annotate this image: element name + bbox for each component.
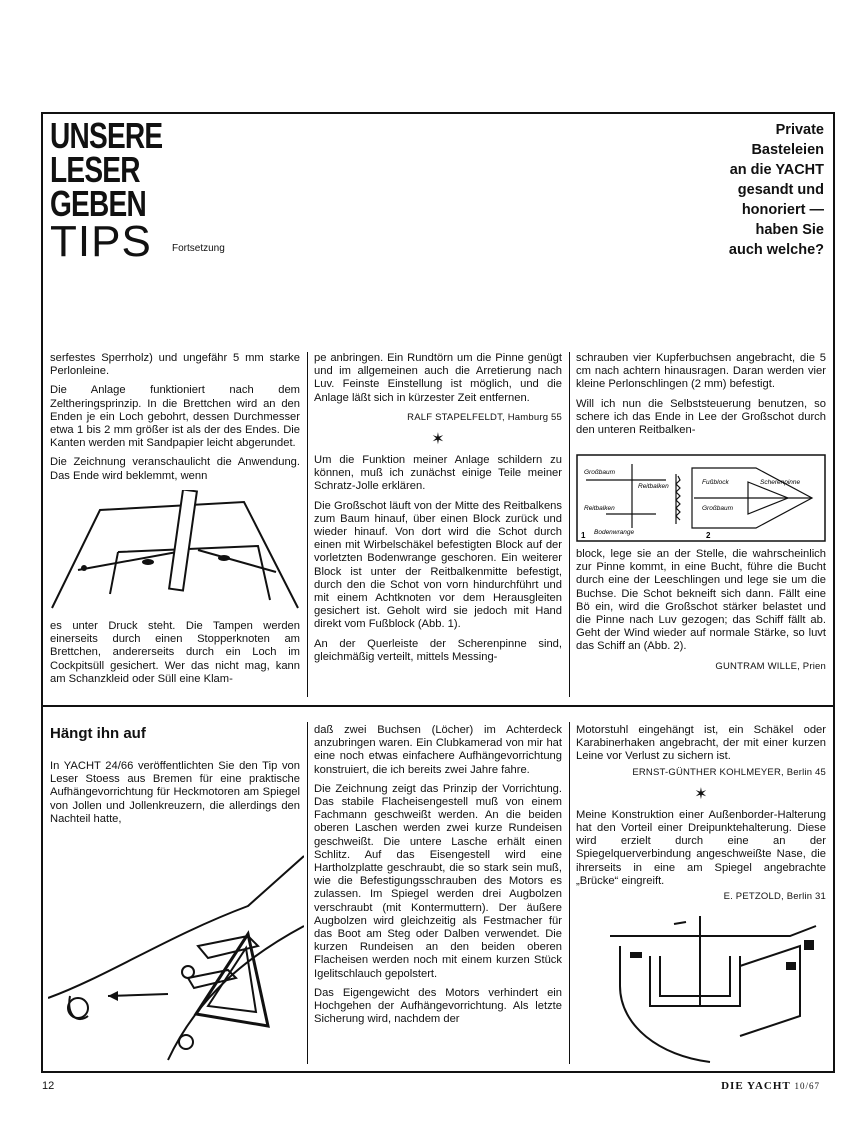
paragraph: es unter Druck steht. Die Tampen werden einerseits durch einen Stopperknoten am Brettchen, andererseits durch ein Loch im Cockpitsüll gesichert. Wer das nicht mag, kann am Schanzkleid oder Süll eine Klam- (50, 620, 300, 685)
diagram-label-fussblock: Fußblock (702, 479, 729, 486)
signature: GUNTRAM WILLE, Prien (715, 660, 826, 672)
paragraph: In YACHT 24/66 veröffentlichten Sie den Tip von Leser Stoess aus Bremen für eine praktische Aufhängevorrichtung für Heckmotoren am Spiegel von Jollen und Jollenkreuzern, die allerdings den Nachteil hatte, (50, 760, 300, 825)
tagline-line: Basteleien (751, 142, 824, 158)
diagram-label-reitbalken: Reitbalken (638, 483, 669, 490)
star-separator: ✶ (431, 431, 445, 449)
paragraph: daß zwei Buchsen (Löcher) im Achterdeck anzubringen waren. Ein Clubkamerad von mir hat eine noch etwas einfachere Aufhängevorrichtung konstruiert, die ich bereits zwei Jahre fahre. (314, 724, 562, 776)
paragraph: Will ich nun die Selbststeuerung benutzen, so schere ich das Ende in Lee der Großschot durch den unteren Reitbalken- (576, 397, 826, 437)
paragraph: serfestes Sperrholz) und ungefähr 5 mm starke Perlonleine. (50, 352, 300, 378)
paragraph: Meine Konstruktion einer Außenborder-Halterung hat den Vorteil einer Dreipunktehalterung. Diese wird erzielt durch eine an der Spiegelquerverbindung angeschweißte Nase, die ihrerseits in eine am Spiegel angebrachte „Brücke“ eingreift. (576, 808, 826, 887)
magazine-name: DIE YACHT (721, 1080, 791, 1092)
signature: RALF STAPELFELDT, Hamburg 55 (407, 411, 562, 423)
bottom-column-1 (50, 760, 300, 832)
column-rule-top-2 (569, 352, 570, 697)
paragraph: Die Großschot läuft von der Mitte des Reitbalkens zum Baum hinauf, über einen Block zurück und wieder hinauf. Von dort wird die Schot durch einen mit Wirbelschäkel befestigten Block auf der vorletzten Bodenwrange geschoren. Ein weiterer Block ist unter der Reitbalkenmitte befestigt, durch den die Schot von vorn hindurchführt und mit einem Achtknoten vor dem Herausgleiten gesichert ist. Geholt wird sie jedoch mit Hand direkt vom Fußblock (Abb. 1). (314, 499, 562, 631)
figure-number-1: 1 (581, 531, 586, 540)
paragraph: Um die Funktion meiner Anlage schildern zu können, muß ich zunächst einige Teile meiner Schratz-Jolle erklären. (314, 454, 562, 493)
tagline-line: Private (775, 122, 824, 138)
star-separator: ✶ (694, 785, 708, 803)
issue-number: 10/67 (794, 1081, 820, 1091)
diagram-label-bodenwrange: Bodenwrange (594, 529, 635, 536)
diagram-label-reitbalken-2: Reitbalken (584, 505, 615, 512)
signature: E. PETZOLD, Berlin 31 (723, 891, 826, 903)
column-rule-bottom-1 (307, 722, 308, 1064)
paragraph: An der Querleiste der Scherenpinne sind, gleichmäßig verteilt, mittels Messing- (314, 637, 562, 663)
paragraph: schrauben vier Kupferbuchsen angebracht, die 5 cm nach achtern hinausragen. Daran werden vier kleine Perlonschlingen (2 mm) befestigt. (576, 352, 826, 391)
title-line-2: LESER (50, 149, 140, 190)
tagline-line: haben Sie (755, 222, 824, 238)
top-column-2 (314, 352, 562, 670)
diagram-label-grossbaum-2: Großbaum (702, 505, 734, 512)
paragraph: Die Zeichnung zeigt das Prinzip der Vorrichtung. Das stabile Flacheisengestell muß von einem Fachmann geschweißt werden. An die beiden oberen Laschen werden zwei kurze Rundeisen geschweißt. Die untere Lasche erhält einen Schlitz. Auf das Eisengestell wird eine Hartholzplatte geschraubt, die so stark sein muß, wie die Befestigungsschrauben des Motors es zulassen. Im Spiegel werden drei Augbolzen verschraubt (mit Kontermuttern). Der äußere Augbolzen wird gleichzeitig als Festmacher für das Boot am Steg oder Dalben verwendet. Die kurzen Rundeisen an den beiden oberen Flacheisen werden noch mit einem kurzen Stück Igelitschlauch gepolstert. (314, 782, 562, 980)
bottom-column-2 (314, 724, 562, 1032)
article-heading: Hängt ihn auf (50, 725, 146, 742)
paragraph: block, lege sie an der Stelle, die wahrscheinlich zur Pinne kommt, in eine Bucht, führe die Bucht durch eine der Leeschlingen und lege sie um die Buchse. Die Schot bekneift sich dann. Fällt eine Bö ein, wird die Großschot stärker belastet und die Pinne nach Luv gezogen; das Schiff fällt ab. Geht der Wind wieder auf normale Stärke, so luvt das Schiff an (Abb. 2). (576, 548, 826, 653)
paragraph: Das Eigengewicht des Motors verhindert ein Hochgehen der Aufhängevorrichtung. Als letzte Sicherung wird, nachdem der (314, 986, 562, 1026)
column-rule-top-1 (307, 352, 308, 697)
title-line-1: UNSERE (50, 115, 163, 156)
motor-bracket-drawing (48, 846, 304, 1064)
paragraph: Die Zeichnung veranschaulicht die Anwendung. Das Ende wird beklemmt, wenn (50, 456, 300, 482)
top-column-3 (576, 352, 826, 443)
top-column-1 (50, 352, 300, 483)
tagline-line: honoriert — (741, 202, 824, 218)
side-tagline (674, 120, 824, 260)
column-rule-bottom-2 (569, 722, 570, 1064)
sheet-diagram (576, 454, 826, 542)
page-number: 12 (42, 1080, 55, 1092)
signature: ERNST-GÜNTHER KOHLMEYER, Berlin 45 (632, 766, 826, 778)
top-column-3-cont (576, 548, 826, 681)
diagram-label-scherenpinne: Scherenpinne (760, 479, 801, 486)
figure-number-2: 2 (706, 531, 711, 540)
section-divider (41, 705, 835, 707)
paragraph: pe anbringen. Ein Rundtörn um die Pinne genügt und im allgemeinen auch die Arretierung nach Luv. Feinste Einstellung ist möglich, und die Anlage läßt sich in kürzester Zeit entfernen. (314, 352, 562, 404)
tagline-line: auch welche? (728, 242, 824, 258)
top-column-1-cont (50, 620, 300, 692)
bottom-rule (41, 1071, 835, 1073)
paragraph: Motorstuhl eingehängt ist, ein Schäkel oder Karabinerhaken angebracht, der mit einer kurzen Leine vor Verlust zu sichern ist. (576, 724, 826, 763)
continuation-label: Fortsetzung (172, 243, 225, 254)
tagline-line: an die YACHT (729, 162, 824, 178)
outboard-bracket-drawing (590, 906, 826, 1064)
top-rule (41, 112, 835, 114)
magazine-footer (721, 1080, 820, 1092)
diagram-label-grossbaum: Großbaum (584, 469, 616, 476)
title-line-3: GEBEN (50, 183, 146, 224)
bottom-column-3 (576, 724, 826, 911)
tagline-line: gesandt und (737, 182, 824, 198)
paragraph: Die Anlage funktioniert nach dem Zeltheringsprinzip. In die Brettchen wird an den Enden je ein Loch gebohrt, dessen Durchmesser etwa 1 bis 2 mm größer ist als der des Endes. Die Kanten werden mit Sandpapier leicht abgerundet. (50, 384, 300, 450)
tiller-drawing (48, 490, 304, 612)
title-line-4: TIPS (50, 217, 152, 266)
